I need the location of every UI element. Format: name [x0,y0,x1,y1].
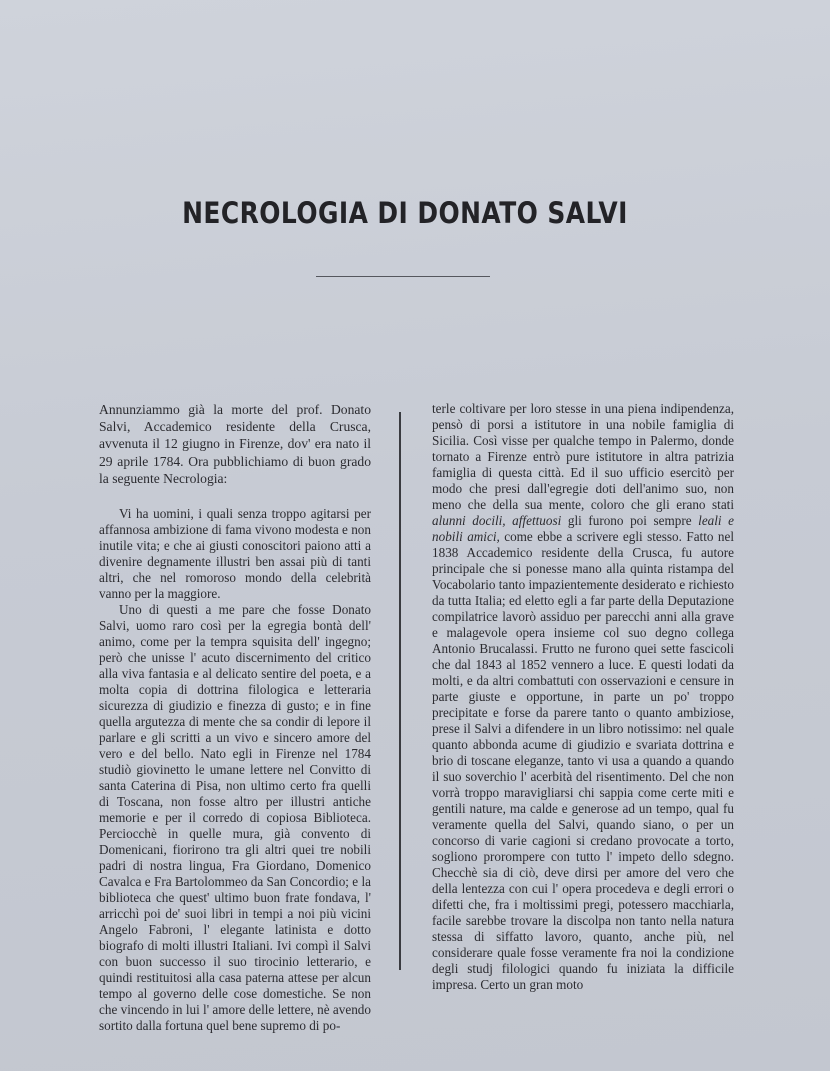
title-rule [316,276,490,277]
right-column [432,401,734,993]
text-run: come ebbe a scrivere egli stesso. Fatto nel 1838 Accademico residente della Crusca, fu autore principale che si ponesse mano alla quinta ristampa del Vocabolario tanto impazientemente desiderato e richiesto da tutta Italia; ed eletto egli a far parte della Deputazione compilatrice lavorò assiduo per parecchi anni alla grave e malagevole opera insieme col suo degno collega Antonio Brucalassi. Frutto ne furono quei sette fascicoli che dal 1843 al 1852 vennero a luce. E questi lodati da molti, e da altri combattuti con osservazioni e censure in parte giuste e opportune, in parte un po' troppo precipitate e forse da parere tanto o quanto ambiziose, prese il Salvi a difendere in un libro notissimo: nel quale quanto abbonda acume di giudizio e svariata dottrina e brio di toscane eleganze, tanto vi usa a quando a quando il suo soverchio l' acerbità del risentimento. Del che non vorrà troppo maravigliarsi chi sappia come certe miti e gentili nature, ma calde e generose ad un tempo, qual fu veramente quella del Salvi, quando siano, o per un concorso di varie cagioni si credano provocate a torto, sogliono prorompere con tutto l' impeto dello sdegno. Checchè sia di ciò, deve dirsi per amore del vero che della lentezza con cui l' opera procedeva e degli errori o difetti che, fra i moltissimi pregi, potessero macchiarla, facile sarebbe trovare la discolpa non tanto nella natura stessa di siffatto lavoro, quanto, anche più, nel considerare quale fosse veramente fra noi la condizione degli studj filologici quando fu iniziata la difficile impresa. Certo un gran moto [432,529,734,992]
body-paragraph [432,401,734,993]
body-paragraph: Uno di questi a me pare che fosse Donato Salvi, uomo raro così per la egregia bontà dell' animo, come per la tempra squisita dell' ingegno; però che unisse l' acuto discernimento del critico alla viva fantasia e al delicato sentire del poeta, e a molta copia di dottrina filologica e letteraria sicurezza di giudizio e finezza di gusto; e in fine quella argutezza di mente che sa condir di lepore il parlare e gli scritti a un vivo e sincero amore del vero e del bello. Nato egli in Firenze nel 1784 studiò giovinetto le umane lettere nel Convitto di santa Caterina di Pisa, non ultimo certo fra quelli di Toscana, non fosse altro per illustri antiche memorie e per il corredo di copiosa Biblioteca. Perciocchè in quelle mura, già convento di Domenicani, fiorirono tra gli altri quei tre nobili padri di nostra lingua, Fra Giordano, Domenico Cavalca e Fra Bartolommeo da San Concordio; e la biblioteca che quest' ultimo buon frate fondava, l' arricchì poi de' suoi libri in tempi a noi più vicini Angelo Fabroni, l' elegante latinista e dotto biografo di molti illustri Italiani. Ivi compì il Salvi con buon successo il suo tirocinio letterario, e quindi restituitosi alla casa paterna attese per alcun tempo al governo delle cose domestiche. Se non che vincendo in lui l' amore delle lettere, nè avendo sortito dalla fortuna quel bene supremo di po- [99,602,371,1034]
text-run: gli furono poi sempre [567,513,692,528]
body-paragraph: Vi ha uomini, i quali senza troppo agitarsi per affannosa ambizione di fama vivono modesta e non inutile vita; e che ai giusti conoscitori paiono atti a divenire degnamente illustri ben assai più di tanti altri, che nel romoroso mondo della celebrità vanno per la maggiore. [99,506,371,602]
italic-phrase: leali e nobili amici, [432,513,735,544]
page-title: NECROLOGIA DI DONATO SALVI [182,196,628,230]
column-divider [399,412,401,970]
intro-paragraph: Annunziammo già la morte del prof. Donato Salvi, Accademico residente della Crusca, avvenuta il 12 giugno in Firenze, dov' era nato il 29 aprile 1784. Ora pubblichiamo di buon grado la seguente Necrologia: [99,402,371,486]
italic-phrase: alunni docili, affettuosi [432,513,562,528]
left-column [99,401,371,1034]
text-run: terle coltivare per loro stesse in una piena indipendenza, pensò di porsi a istitutore in una nobile famiglia di Sicilia. Così visse per qualche tempo in Palermo, donde tornato a Firenze entrò pure istitutore in altra patrizia famiglia di questa città. Ed il suo ufficio esercitò per modo che presi dall'egregie doti dell'animo suo, non meno che della sua mente, coloro che gli erano stati [432,401,734,512]
